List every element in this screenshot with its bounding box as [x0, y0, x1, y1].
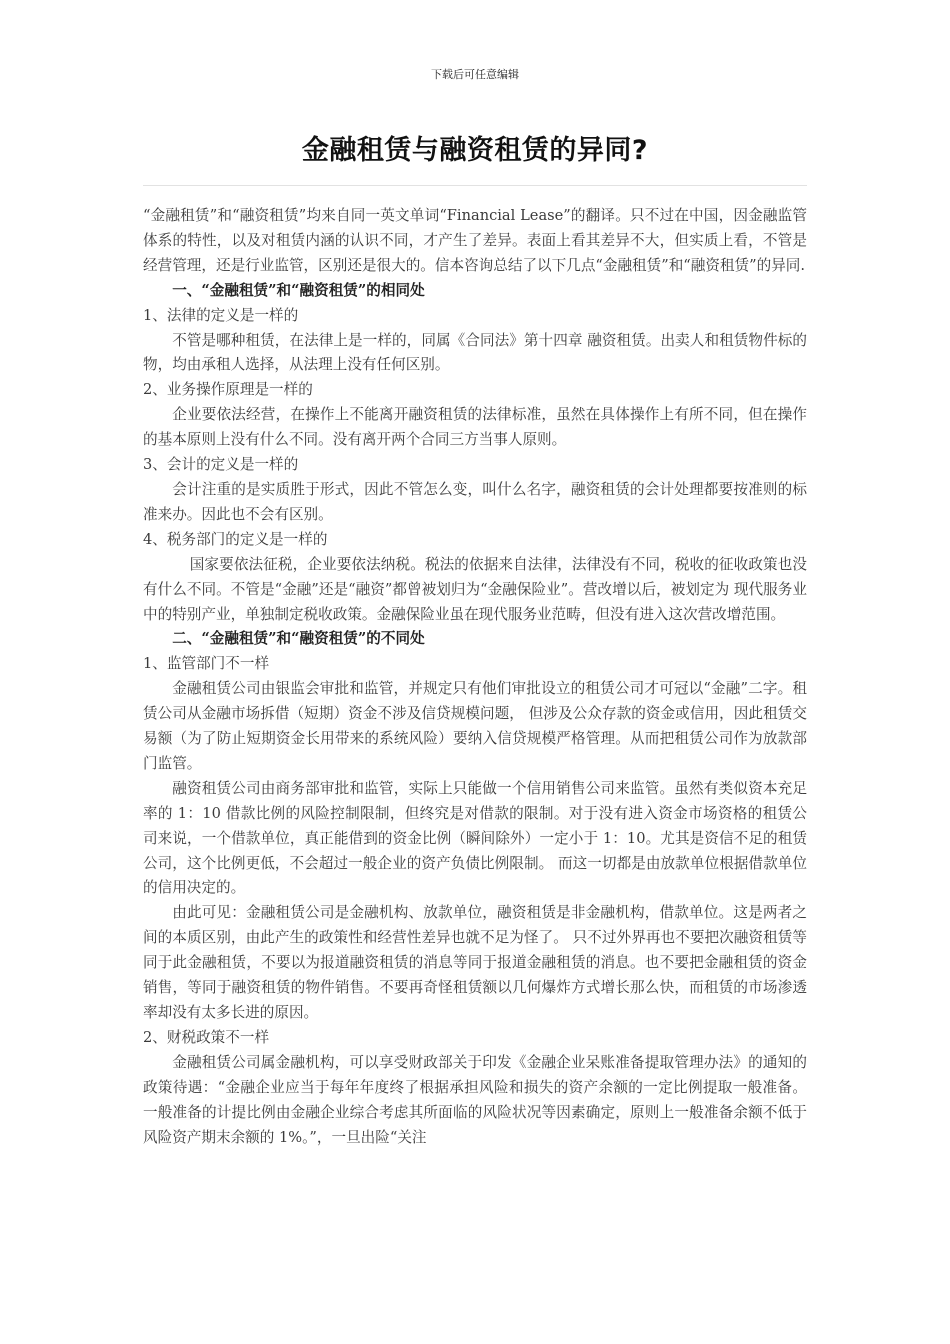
- document-title: 金融租赁与融资租赁的异同?: [301, 135, 649, 166]
- document-body: [143, 204, 807, 1150]
- body-paragraph: 融资租赁公司由商务部审批和监管，实际上只能做一个信用销售公司来监管。虽然有类似资本充足率的 1：10 借款比例的风险控制限制，但终究是对借款的限制。对于没有进入资金市场资格的租赁公司来说，一个借款单位，真正能借到的资金比例（瞬间除外）一定小于 1：10。尤其是资信不足的租赁公司，这个比例更低，不会超过一般企业的资产负债比例限制。 而这一切都是由放款单位根据借款单位的信用决定的。: [143, 779, 807, 897]
- title-divider: [143, 185, 807, 186]
- header-note: 下载后可任意编辑: [431, 68, 519, 81]
- item-heading: 1、法律的定义是一样的: [143, 306, 299, 324]
- body-paragraph: 金融租赁公司属金融机构，可以享受财政部关于印发《金融企业呆账准备提取管理办法》的通知的政策待遇：“金融企业应当于每年年度终了根据承担风险和损失的资产余额的一定比例提取一般准备。一般准备的计提比例由金融企业综合考虑其所面临的风险状况等因素确定，原则上一般准备余额不低于风险资产期末余额的 1%。”，一旦出险“关注: [143, 1053, 807, 1146]
- item-heading: 1、监管部门不一样: [143, 655, 270, 673]
- item-heading: 4、税务部门的定义是一样的: [143, 530, 328, 548]
- intro-paragraph: “金融租赁”和“融资租赁”均来自同一英文单词“Financial Lease”的翻译。只不过在中国，因金融监管体系的特性，以及对租赁内涵的认识不同，才产生了差异。表面上看其差异不大，但实质上看，不管是经营管理，还是行业监管，区别还是很大的。信本咨询总结了以下几点“金融租赁”和“融资租赁”的异同.: [143, 207, 807, 274]
- body-paragraph: 不管是哪种租赁，在法律上是一样的，同属《合同法》第十四章 融资租赁。出卖人和租赁物件标的物，均由承租人选择，从法理上没有任何区别。: [143, 331, 807, 374]
- item-heading: 3、会计的定义是一样的: [143, 456, 299, 474]
- body-paragraph: 由此可见：金融租赁公司是金融机构、放款单位，融资租赁是非金融机构，借款单位。这是两者之间的本质区别，由此产生的政策性和经营性差异也就不足为怪了。 只不过外界再也不要把次融资租赁等同于此金融租赁，不要以为报道融资租赁的消息等同于报道金融租赁的消息。也不要把金融租赁的资金销售，等同于融资租赁的物件销售。不要再奇怪租赁额以几何爆炸方式增长那么快，而租赁的市场渗透率却没有太多长进的原因。: [143, 904, 807, 1021]
- body-paragraph: 国家要依法征税，企业要依法纳税。税法的依据来自法律，法律没有不同，税收的征收政策也没有什么不同。不管是“金融”还是“融资”都曾被划归为“金融保险业”。营改增以后，被划定为 现代服务业中的特别产业，单独制定税收政策。金融保险业虽在现代服务业范畴，但没有进入这次营改增范围。: [143, 555, 807, 623]
- section-heading: 二、“金融租赁”和“融资租赁”的不同处: [172, 630, 425, 648]
- body-paragraph: 会计注重的是实质胜于形式，因此不管怎么变，叫什么名字，融资租赁的会计处理都要按准则的标准来办。因此也不会有区别。: [143, 480, 807, 523]
- body-paragraph: 企业要依法经营，在操作上不能离开融资租赁的法律标准，虽然在具体操作上有所不同，但在操作的基本原则上没有什么不同。没有离开两个合同三方当事人原则。: [143, 406, 807, 449]
- section-heading: 一、“金融租赁”和“融资租赁”的相同处: [172, 281, 425, 299]
- item-heading: 2、财税政策不一样: [143, 1028, 270, 1046]
- body-paragraph: 金融租赁公司由银监会审批和监管，并规定只有他们审批设立的租赁公司才可冠以“金融”二字。租赁公司从金融市场拆借（短期）资金不涉及信贷规模问题， 但涉及公众存款的资金或信用，因此租赁交易额（为了防止短期资金长用带来的系统风险）要纳入信贷规模严格管理。从而把租赁公司作为放款部门监管。: [143, 680, 807, 772]
- item-heading: 2、业务操作原理是一样的: [143, 381, 313, 399]
